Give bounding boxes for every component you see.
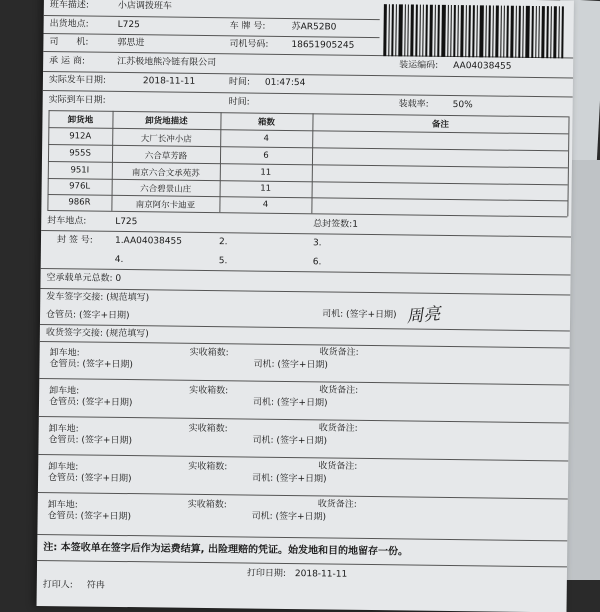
stop-actual-boxes-label: 实收箱数: — [190, 348, 229, 359]
footer-notice: 注: 本签收单在签字后作为运费结算, 出险理赔的凭证。始发地和目的地留存一份。 — [43, 542, 408, 557]
barcode-bar — [457, 5, 459, 57]
stop-keeper-signature-line: 仓管员: (签字+日期) — [49, 397, 133, 409]
table-header-boxes: 箱数 — [220, 115, 312, 128]
barcode-bar — [541, 6, 545, 58]
divider — [43, 90, 573, 97]
seal-slot-4: 4. — [115, 255, 124, 266]
barcode-bar — [546, 6, 549, 58]
barcode-bar — [425, 5, 428, 57]
barcode-bar — [419, 5, 421, 57]
table-cell-boxes: 4 — [219, 199, 311, 210]
barcode-bar — [550, 6, 552, 58]
route-desc-label: 班车描述: — [50, 0, 89, 11]
stop-keeper-signature-line: 仓管员: (签字+日期) — [48, 511, 132, 523]
barcode — [383, 4, 570, 58]
barcode-bar — [437, 5, 440, 57]
table-cell-desc: 六合碧景山庄 — [112, 182, 220, 195]
receive-handover-title: 收货签字交接: (规范填写) — [46, 328, 149, 340]
barcode-bar — [558, 6, 560, 58]
seal-slot-6: 6. — [313, 257, 322, 268]
stop-keeper-signature-line: 仓管员: (签字+日期) — [49, 359, 133, 371]
stop-location-label: 卸车地: — [49, 386, 79, 397]
divider — [37, 534, 567, 541]
table-cell-code: 955S — [48, 148, 112, 159]
table-cell-desc: 大厂长冲小店 — [112, 132, 220, 145]
seal-place-label: 封车地点: — [47, 216, 86, 227]
barcode-bar — [422, 5, 424, 57]
stop-driver-signature-line: 司机: (签字+日期) — [253, 398, 328, 410]
depart-time-value: 01:47:54 — [265, 78, 306, 89]
barcode-bar — [383, 4, 387, 56]
origin-value: L725 — [118, 20, 140, 31]
route-desc-value: 小店调拨班车 — [118, 1, 172, 13]
barcode-bar — [441, 5, 446, 57]
stop-actual-boxes-label: 实收箱数: — [188, 500, 227, 511]
load-rate-value: 50% — [453, 100, 473, 111]
seal-slot-1: 1.AA04038455 — [115, 236, 182, 248]
stop-keeper-signature-line: 仓管员: (签字+日期) — [48, 473, 132, 485]
barcode-bar — [535, 6, 537, 58]
table-cell-code: 951I — [48, 165, 112, 176]
barcode-bar — [398, 4, 403, 56]
divider — [38, 454, 568, 461]
depart-time-label: 时间: — [229, 77, 250, 88]
table-cell-code: 912A — [48, 131, 112, 142]
table-cell-boxes: 4 — [220, 133, 312, 144]
barcode-bar — [479, 5, 484, 57]
barcode-bar — [525, 6, 530, 58]
stop-location-label: 卸车地: — [50, 348, 80, 359]
stop-receipt-note-label: 收货备注: — [319, 423, 358, 434]
barcode-bar — [492, 5, 494, 57]
carrier-value: 江苏极地熊冷链有限公司 — [117, 57, 216, 69]
barcode-bar — [404, 4, 406, 56]
stop-actual-boxes-label: 实收箱数: — [189, 386, 228, 397]
divider — [38, 492, 568, 499]
barcode-bar — [465, 5, 467, 57]
table-header-notes: 备注 — [312, 116, 568, 131]
driver-handwritten-signature: 周亮 — [405, 299, 441, 327]
barcode-bar — [410, 4, 414, 56]
stop-keeper-signature-line: 仓管员: (签字+日期) — [48, 435, 132, 447]
barcode-bar — [553, 6, 557, 58]
divider — [39, 416, 569, 423]
depart-date-label: 实际发车日期: — [49, 75, 106, 87]
stop-actual-boxes-label: 实收箱数: — [188, 462, 227, 473]
divider — [44, 15, 380, 20]
barcode-bar — [476, 5, 478, 57]
barcode-bar — [503, 6, 505, 58]
barcode-bar — [506, 6, 509, 58]
barcode-bar — [447, 5, 449, 57]
stop-driver-signature-line: 司机: (签字+日期) — [253, 360, 328, 372]
printer-value: 符冉 — [87, 581, 105, 592]
load-rate-label: 装载率: — [399, 99, 429, 110]
table-cell-code: 986R — [47, 197, 111, 208]
empty-units-total: 空承载单元总数: 0 — [46, 273, 121, 285]
stop-receipt-note-label: 收货备注: — [319, 385, 358, 396]
stop-receipt-note-label: 收货备注: — [318, 499, 357, 510]
print-date-value: 2018-11-11 — [295, 569, 347, 581]
table-cell-boxes: 11 — [220, 183, 312, 194]
stop-location-label: 卸车地: — [48, 500, 78, 511]
print-date-label: 打印日期: — [247, 569, 286, 580]
barcode-bar — [415, 5, 418, 57]
table-cell-boxes: 6 — [220, 150, 312, 161]
barcode-bar — [515, 6, 517, 58]
carrier-label: 承 运 商: — [49, 56, 85, 67]
barcode-bar — [395, 4, 397, 56]
load-code-value: AA04038455 — [453, 61, 512, 73]
divider — [40, 341, 570, 348]
phone-value: 18651905245 — [291, 40, 354, 52]
stop-driver-signature-line: 司机: (签字+日期) — [252, 474, 327, 486]
barcode-bar — [460, 5, 464, 57]
plate-label: 车 牌 号: — [230, 21, 266, 32]
barcode-bar — [450, 5, 452, 57]
stop-location-label: 卸车地: — [48, 462, 78, 473]
divider — [44, 33, 380, 38]
stop-location-label: 卸车地: — [49, 424, 79, 435]
seal-slot-2: 2. — [219, 237, 228, 248]
table-cell-desc: 六合草芳路 — [112, 149, 220, 162]
seal-slot-5: 5. — [219, 256, 228, 267]
barcode-bar — [488, 5, 491, 57]
seal-slot-3: 3. — [313, 238, 322, 249]
depart-handover-title: 发车签字交接: (规范填写) — [46, 292, 149, 304]
barcode-bar — [561, 6, 564, 58]
phone-label: 司机号码: — [229, 39, 268, 50]
barcode-bar — [495, 6, 499, 58]
depart-date-value: 2018-11-11 — [143, 76, 195, 88]
shipment-receipt-form — [37, 0, 574, 612]
barcode-bar — [500, 6, 502, 58]
depart-keeper-signature-line: 仓管员: (签字+日期) — [46, 310, 130, 322]
barcode-bar — [485, 5, 487, 57]
barcode-bar — [472, 5, 475, 57]
stop-actual-boxes-label: 实收箱数: — [189, 424, 228, 435]
seal-total: 总封签数:1 — [313, 219, 358, 231]
barcode-bar — [407, 4, 409, 56]
table-cell-desc: 南京六合文承苑苏 — [112, 166, 220, 179]
divider — [39, 378, 569, 385]
barcode-bar — [522, 6, 524, 58]
seal-place-value: L725 — [115, 217, 137, 228]
table-cell-boxes: 11 — [220, 167, 312, 178]
printer-label: 打印人: — [43, 580, 73, 591]
load-code-label: 装运编码: — [399, 60, 438, 71]
stop-driver-signature-line: 司机: (签字+日期) — [252, 436, 327, 448]
plate-value: 苏AR52B0 — [292, 22, 337, 34]
arrive-date-label: 实际到车日期: — [49, 95, 106, 107]
barcode-bar — [468, 5, 471, 57]
barcode-bar — [429, 5, 433, 57]
barcode-bar — [510, 6, 514, 58]
barcode-bar — [434, 5, 436, 57]
table-cell-desc: 南京阿尔卡迪亚 — [111, 198, 219, 211]
stop-receipt-note-label: 收货备注: — [320, 347, 359, 358]
barcode-bar — [388, 4, 390, 56]
table-header-code: 卸货地 — [48, 113, 112, 126]
stop-driver-signature-line: 司机: (签字+日期) — [252, 512, 327, 524]
barcode-bar — [391, 4, 394, 56]
barcode-bar — [531, 6, 534, 58]
driver-label: 司 机: — [49, 37, 88, 48]
barcode-bar — [538, 6, 540, 58]
divider — [37, 560, 567, 567]
barcode-bar — [518, 6, 521, 58]
seal-number-label: 封 签 号: — [57, 235, 93, 246]
table-header-desc: 卸货地描述 — [112, 114, 220, 127]
table-cell-code: 976L — [48, 181, 112, 192]
origin-label: 出货地点: — [50, 19, 89, 30]
stop-receipt-note-label: 收货备注: — [318, 461, 357, 472]
arrive-time-label: 时间: — [229, 97, 250, 108]
depart-driver-signature-line: 司机: (签字+日期) — [322, 309, 397, 321]
barcode-bar — [453, 5, 456, 57]
driver-value: 郭思进 — [117, 38, 144, 49]
